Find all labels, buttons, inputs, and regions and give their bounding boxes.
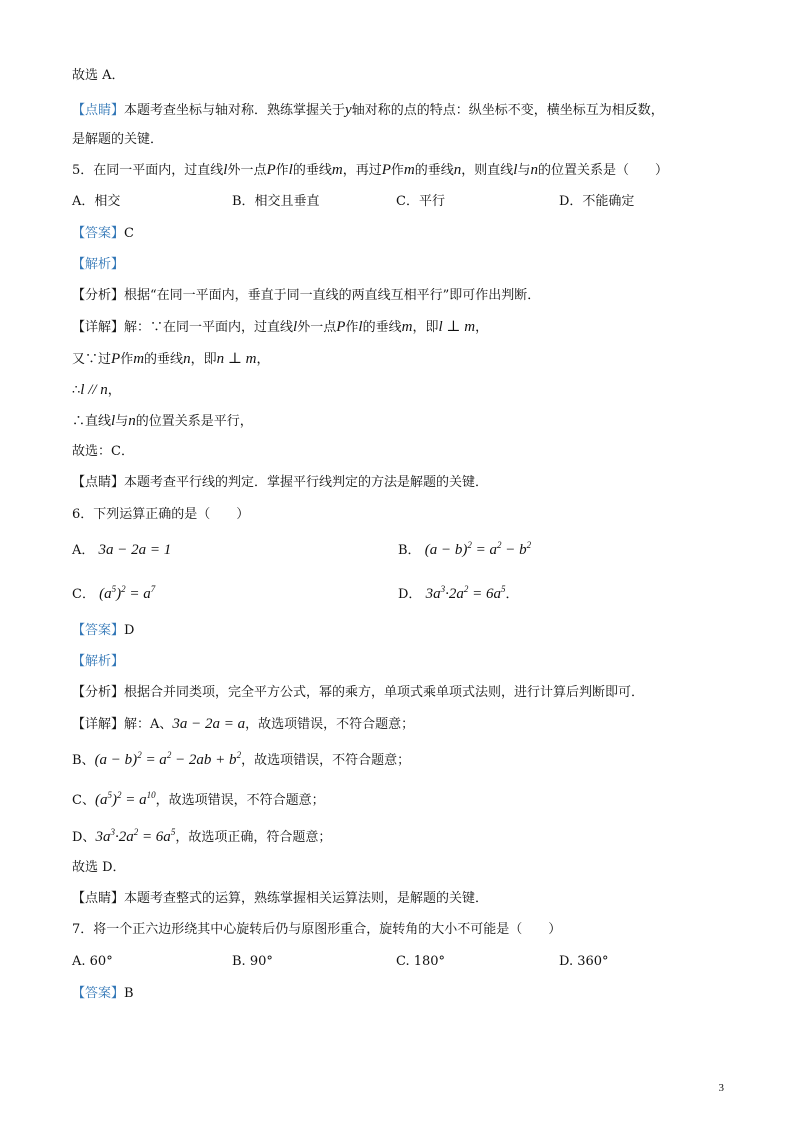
- option-d: [398, 584, 518, 605]
- q-text: 6．下列运算正确的是（ ）: [72, 507, 250, 522]
- jiexi-line: [72, 652, 124, 672]
- math-expr: n ⊥ m: [216, 351, 257, 367]
- fenxi-line: [72, 683, 644, 703]
- dianjing-tag: 【点睛】: [72, 891, 125, 906]
- body-text: 的位置关系是平行，: [135, 414, 253, 429]
- q-text: 作: [390, 163, 404, 178]
- dianjing-tag: 【点睛】: [72, 475, 125, 490]
- body-text: 的垂线: [144, 352, 184, 367]
- jiexi-tag: 【解析】: [72, 257, 125, 272]
- text-line: [72, 827, 331, 848]
- opt-label: A．: [72, 543, 95, 558]
- math-var: P: [266, 162, 276, 178]
- body-text: ，故选项错误，不符合题意；: [245, 717, 415, 732]
- q-text: 5．在同一平面内，过直线: [72, 163, 224, 178]
- body-text: ，: [475, 320, 489, 335]
- xiangjie-line: [72, 714, 414, 735]
- body-text: ，故选项正确，符合题意；: [175, 830, 332, 845]
- option-a: A. 60°: [72, 954, 113, 969]
- body-text: 本题考查平行线的判定．掌握平行线判定的方法是解题的关键．: [124, 475, 489, 490]
- option-b: [398, 540, 531, 561]
- text-line: [72, 411, 253, 432]
- body-text: ∴直线: [72, 414, 112, 429]
- option-c: C. 180°: [396, 954, 446, 969]
- body-text: 故选：C．: [72, 444, 134, 459]
- body-text: 轴对称的点的特点：纵坐标不变，横坐标互为相反数，: [351, 103, 664, 118]
- body-text: 解：∵在同一平面内，过直线: [124, 320, 294, 335]
- math-var: n: [453, 162, 462, 178]
- conclusion-text: 故选 A．: [72, 68, 125, 83]
- body-text: 是解题的关键．: [72, 132, 164, 147]
- math-var: n: [183, 351, 191, 367]
- math-expr: $3a^3\cdot 2a^2 = 6a^5$: [425, 584, 506, 602]
- math-var: m: [401, 319, 413, 335]
- answer-value: D: [124, 623, 135, 638]
- body-text: 本题考查整式的运算，熟练掌握相关运算法则，是解题的关键．: [124, 891, 489, 906]
- body-text: ，即: [190, 352, 217, 367]
- body-text: ，即: [412, 320, 439, 335]
- page-number: 3: [718, 1082, 724, 1094]
- dianjing-line: [72, 473, 488, 493]
- q-text: 的垂线: [414, 163, 454, 178]
- option-d: D．不能确定: [559, 194, 635, 209]
- option-d: D. 360°: [559, 954, 609, 969]
- dianjing-tag: 【点睛】: [72, 103, 125, 118]
- opt-label: B．: [398, 543, 421, 558]
- option-b: B．相交且垂直: [232, 194, 320, 209]
- answer-tag: 【答案】: [72, 986, 125, 1001]
- xiangjie-tag: 【详解】: [72, 717, 125, 732]
- dianjing-line: [72, 889, 488, 909]
- math-var: n: [128, 413, 136, 429]
- answer-line: [72, 621, 134, 641]
- math-var: P: [381, 162, 391, 178]
- body-text: 又∵过: [72, 352, 112, 367]
- q-text: 的位置关系是（ ）: [537, 163, 668, 178]
- body-text: 外一点: [297, 320, 337, 335]
- jiexi-line: [72, 255, 124, 275]
- body-text: ，: [256, 352, 270, 367]
- fenxi-line: [72, 286, 540, 306]
- option-c: [72, 584, 155, 605]
- math-expr: 3a − 2a = 1: [98, 542, 172, 558]
- xiangjie-tag: 【详解】: [72, 320, 125, 335]
- body-text: D、: [72, 830, 96, 845]
- fenxi-tag: 【分析】: [72, 288, 125, 303]
- text-line: [72, 790, 325, 811]
- body-text: ∴: [72, 383, 81, 398]
- math-var: l: [513, 162, 518, 178]
- math-var: m: [331, 162, 343, 178]
- answer-value: C: [124, 226, 134, 241]
- text-line: [72, 442, 134, 462]
- question-5: [72, 160, 668, 181]
- jiexi-tag: 【解析】: [72, 654, 125, 669]
- body-text: ，: [107, 383, 121, 398]
- body-text: 根据“在同一平面内，垂直于同一直线的两直线互相平行”即可作出判断．: [124, 288, 541, 303]
- body-text: 解：A、: [124, 717, 173, 732]
- math-expr: $3a^3\cdot 2a^2 = 6a^5$: [95, 827, 176, 845]
- math-var: l: [358, 319, 363, 335]
- math-var: l: [111, 413, 116, 429]
- option-c: C．平行: [396, 194, 445, 209]
- q-text: ，再过: [342, 163, 382, 178]
- math-expr: $(a^5)^2 = a^{10}$: [94, 790, 156, 808]
- question-6: [72, 505, 249, 525]
- fenxi-tag: 【分析】: [72, 685, 125, 700]
- answer-line: [72, 224, 134, 244]
- text-line: [72, 130, 163, 150]
- body-text: ，故选项错误，不符合题意；: [241, 753, 411, 768]
- body-text: 与: [115, 414, 129, 429]
- math-expr: $(a^5)^2 = a^7$: [99, 584, 156, 602]
- text-line: [72, 858, 126, 878]
- math-var: l: [288, 162, 293, 178]
- xiangjie-line: [72, 317, 488, 338]
- math-expr: 3a − 2a = a: [172, 716, 246, 732]
- q-text: 7．将一个正六边形绕其中心旋转后仍与原图形重合，旋转角的大小不可能是（ ）: [72, 922, 562, 937]
- punct: ．: [505, 587, 519, 602]
- text-line: [72, 100, 664, 121]
- math-expr: l ⊥ m: [438, 319, 476, 335]
- body-text: 的垂线: [362, 320, 402, 335]
- q-text: ，则直线: [461, 163, 514, 178]
- body-text: 故选 D．: [72, 860, 126, 875]
- math-var: m: [403, 162, 415, 178]
- body-text: 作: [345, 320, 359, 335]
- math-var: m: [133, 351, 145, 367]
- opt-label: C．: [72, 587, 95, 602]
- math-var: P: [336, 319, 346, 335]
- math-expr: $(a - b)^2 = a^2 - b^2$: [424, 540, 532, 558]
- q-text: 作: [275, 163, 289, 178]
- option-a: [72, 540, 171, 561]
- math-var: P: [111, 351, 121, 367]
- opt-label: D．: [398, 587, 422, 602]
- body-text: B、: [72, 753, 95, 768]
- math-var: y: [345, 102, 352, 118]
- answer-tag: 【答案】: [72, 623, 125, 638]
- text-line: [72, 750, 410, 771]
- q-text: 与: [517, 163, 531, 178]
- option-a: A．相交: [72, 194, 121, 209]
- answer-value: B: [124, 986, 134, 1001]
- text-line: [72, 349, 270, 370]
- answer-tag: 【答案】: [72, 226, 125, 241]
- body-text: 作: [120, 352, 134, 367]
- math-expr: $(a - b)^2 = a^2 - 2ab + b^2$: [94, 750, 242, 768]
- body-text: ，故选项错误，不符合题意；: [155, 793, 325, 808]
- math-expr: l // n: [80, 382, 108, 398]
- answer-line: [72, 984, 134, 1004]
- q-text: 外一点: [227, 163, 267, 178]
- body-text: 根据合并同类项，完全平方公式，幂的乘方，单项式乘单项式法则，进行计算后判断即可．: [124, 685, 645, 700]
- math-var: l: [293, 319, 298, 335]
- body-text: C、: [72, 793, 95, 808]
- math-var: l: [223, 162, 228, 178]
- q-text: 的垂线: [292, 163, 332, 178]
- math-var: n: [530, 162, 538, 178]
- text-line: [72, 66, 125, 86]
- option-b: B. 90°: [232, 954, 273, 969]
- body-text: 本题考查坐标与轴对称．熟练掌握关于: [124, 103, 346, 118]
- text-line: [72, 380, 121, 401]
- question-7: [72, 920, 561, 940]
